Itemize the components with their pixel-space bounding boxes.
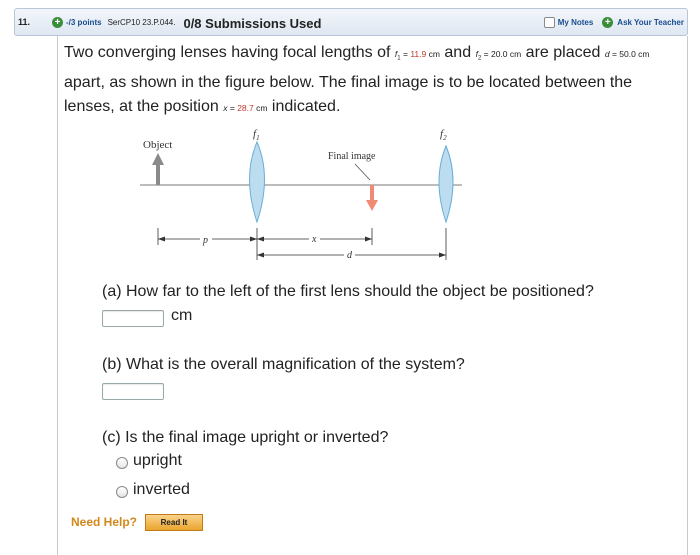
f1-expression: $f_1 = 11.9$ cm — [394, 49, 440, 62]
final-image-arrow-head — [366, 200, 378, 211]
part-a-unit: cm — [171, 307, 193, 324]
problem-text-3: are placed — [525, 44, 601, 61]
submissions-used: 0/8 Submissions Used — [183, 15, 322, 31]
question-number: 11. — [18, 17, 31, 27]
d-label: d — [347, 250, 352, 261]
part-a-answer-input[interactable] — [102, 310, 164, 327]
content-right-border — [687, 36, 688, 555]
part-a-question: (a) How far to the left of the first lens should the object be positioned? — [102, 283, 594, 300]
lens-diagram — [140, 122, 470, 270]
object-label: Object — [143, 139, 173, 151]
final-image-label: Final image — [328, 151, 376, 162]
my-notes-link[interactable]: My Notes — [557, 17, 594, 27]
part-b-question: (b) What is the overall magnification of the system? — [102, 356, 465, 373]
content-left-border — [57, 36, 58, 555]
radio-inverted[interactable] — [116, 486, 128, 498]
points-label: -/3 points — [66, 17, 102, 27]
read-it-button[interactable]: Read It — [145, 514, 203, 531]
final-image-pointer — [355, 164, 370, 180]
x-label: x — [312, 234, 317, 245]
f2-expression: $f_2 = 20.0$ cm — [475, 49, 522, 62]
ask-teacher-link[interactable]: Ask Your Teacher — [617, 17, 684, 27]
problem-text-2: and — [444, 44, 472, 61]
part-c-question: (c) Is the final image upright or inverted? — [102, 429, 389, 446]
radio-inverted-label[interactable]: inverted — [133, 481, 190, 498]
source-label: SerCP10 23.P.044. — [107, 17, 176, 27]
problem-text-1: Two converging lenses having focal lengths of — [64, 44, 391, 61]
d-expression: d = 50.0 cm — [604, 49, 650, 59]
ask-teacher-plus-icon[interactable]: + — [602, 17, 613, 28]
plus-circle-icon[interactable]: + — [52, 17, 63, 28]
problem-text-4: apart, as shown in the figure below. The final image is to be located between the lenses, at the position — [64, 73, 633, 115]
lens-2-label: $f_2$ — [440, 128, 447, 142]
my-notes-checkbox[interactable] — [544, 17, 555, 28]
lens-2 — [439, 146, 453, 222]
p-label: p — [203, 235, 208, 246]
problem-text-5: indicated. — [271, 97, 341, 115]
radio-upright[interactable] — [116, 457, 128, 469]
question-header — [14, 8, 688, 36]
lens-1-label: $f_1$ — [253, 128, 260, 142]
part-b-answer-input[interactable] — [102, 383, 164, 400]
x-expression: x = 28.7 cm — [223, 102, 268, 113]
object-arrow-head — [152, 153, 164, 165]
need-help-label: Need Help? — [71, 515, 138, 529]
lens-1 — [250, 142, 265, 222]
problem-statement — [64, 41, 680, 120]
radio-upright-label[interactable]: upright — [133, 452, 182, 469]
